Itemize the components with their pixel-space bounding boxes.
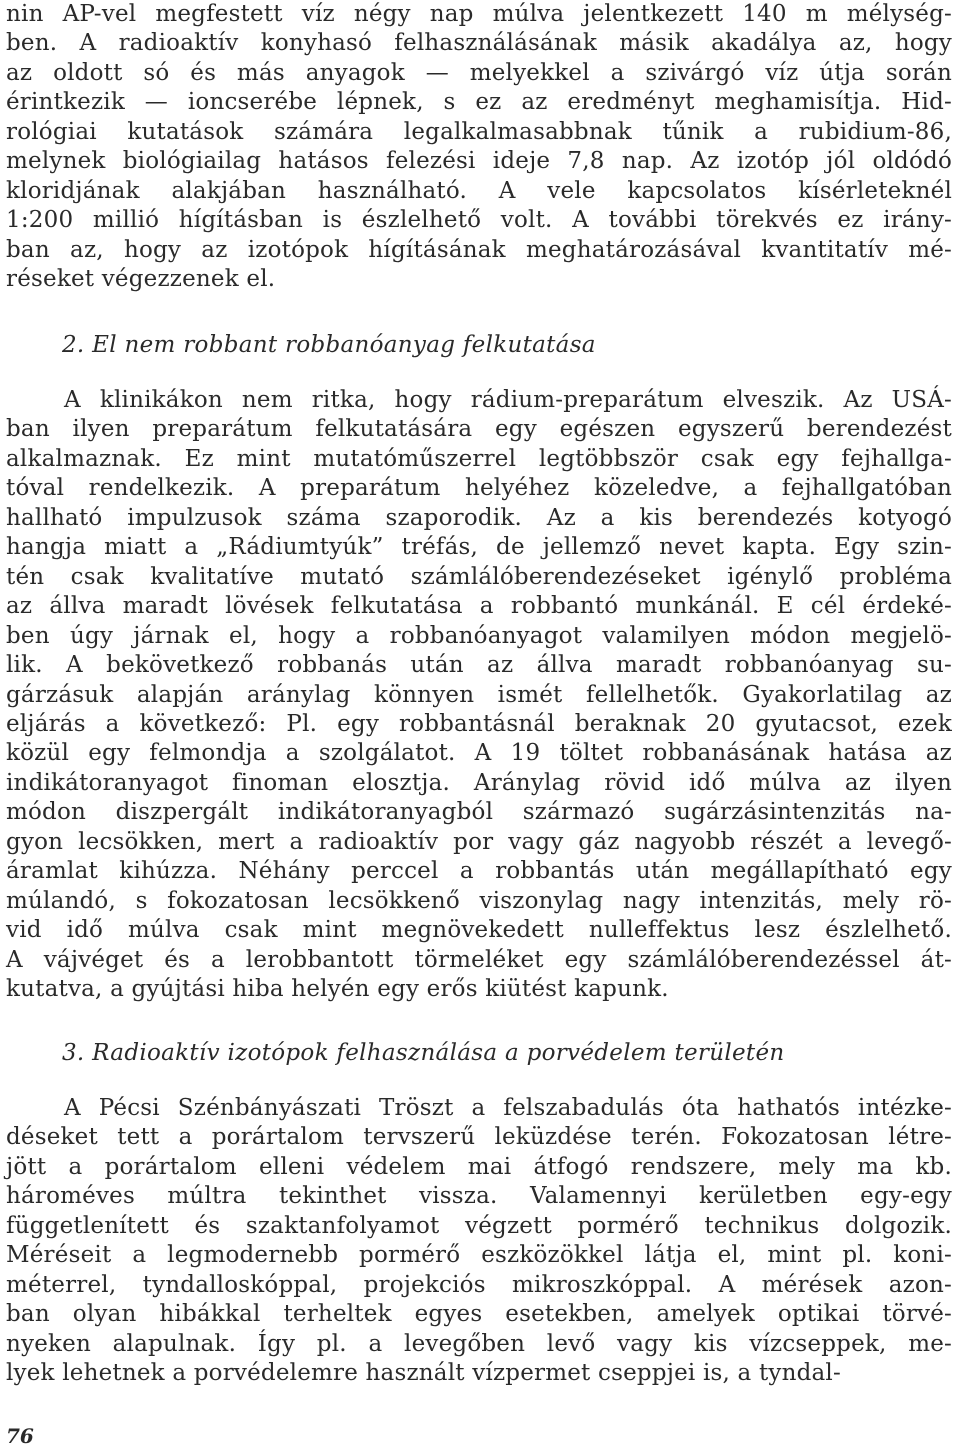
text-line: A Pécsi Szénbányászati Tröszt a felszabadulás óta hathatós intézke- [64, 1095, 952, 1121]
text-line: ban ilyen preparátum felkutatására egy egészen egyszerű berendezést [6, 416, 952, 443]
text-line: melynek biológiailag hatásos felezési ideje 7,8 nap. Az izotóp jól oldódó [6, 148, 952, 175]
text-line: lyek lehetnek a porvédelemre használt vízpermet cseppjei is, a tyndal- [6, 1360, 841, 1387]
text-line: tóval rendelkezik. A preparátum helyéhez közeledve, a fejhallgatóban [6, 475, 952, 502]
text-line: eljárás a következő: Pl. egy robbantásnál beraknak 20 gyutacsot, ezek [6, 710, 952, 737]
text-line: függetlenített és szaktanfolyamot végzett pormérő technikus dolgozik. [6, 1212, 952, 1239]
paragraph-unexploded-explosive [6, 386, 952, 1005]
text-line: közül egy felmondja a szolgálatot. A 19 töltet robbanásának hatása az [6, 740, 952, 767]
text-line: kloridjának alakjában használható. A vele kapcsolatos kísérleteknél [6, 177, 952, 204]
text-line: déseket tett a porártalom tervszerű leküzdése terén. Fokozatosan létre- [6, 1124, 952, 1151]
text-line: hallható impulzusok száma szaporodik. Az a kis berendezés kotyogó [6, 504, 952, 531]
text-line: hangja miatt a „Rádiumtyúk” tréfás, de jellemző nevet kapta. Egy szin- [6, 534, 952, 561]
text-line: A klinikákon nem ritka, hogy rádium-preparátum elveszik. Az USÁ- [64, 387, 952, 413]
text-line: nin AP-vel megfestett víz négy nap múlva jelentkezett 140 m mélység- [6, 1, 952, 27]
text-line: áramlat kihúzza. Néhány perccel a robbantás után megállapítható egy [6, 858, 952, 885]
paragraph-dust-protection [6, 1094, 952, 1389]
text-line: ben. A radioaktív konyhasó felhasználásának másik akadálya az, hogy [6, 30, 952, 57]
text-line: módon diszpergált indikátoranyagból származó sugárzásintenzitás na- [6, 799, 952, 826]
text-line: gárzásuk alapján aránylag könnyen ismét fellelhetők. Gyakorlatilag az [6, 681, 952, 708]
text-line: az állva maradt lövések felkutatása a robbantó munkánál. E cél érdeké- [6, 593, 952, 620]
text-line: 1:200 millió hígításban is észlelhető volt. A további törekvés ez irány- [6, 207, 952, 234]
text-line: Méréseit a legmodernebb pormérő eszközökkel látja el, mint pl. koni- [6, 1242, 952, 1269]
text-line: az oldott só és más anyagok — melyekkel a szivárgó víz útja során [6, 59, 952, 86]
text-line: gyon lecsökken, mert a radioaktív por vagy gáz nagyobb részét a levegő- [6, 828, 952, 855]
text-line: érintkezik — ioncserébe lépnek, s ez az eredményt meghamisítja. Hid- [6, 89, 952, 116]
paragraph-radioactive-salt [6, 0, 952, 295]
section-heading-3: 3. Radioaktív izotópok felhasználása a porvédelem területén [62, 1040, 785, 1066]
page-number: 76 [6, 1424, 34, 1448]
text-line: rológiai kutatások számára legalkalmasabbnak tűnik a rubidium-86, [6, 118, 952, 145]
text-line: ban az, hogy az izotópok hígításának meghatározásával kvantitatív mé- [6, 236, 952, 263]
text-line: tén csak kvalitatíve mutató számlálóberendezéseket igénylő probléma [6, 563, 952, 590]
text-line: indikátoranyagot finoman elosztja. Aránylag rövid idő múlva az ilyen [6, 769, 952, 796]
text-line: múlandó, s fokozatosan lecsökkenő viszonylag nagy intenzitás, mely rö- [6, 887, 952, 914]
text-line: réseket végezzenek el. [6, 266, 276, 293]
text-line: hároméves múltra tekinthet vissza. Valamennyi kerületben egy-egy [6, 1183, 952, 1210]
text-line: A vájvéget és a lerobbantott törmeléket egy számlálóberendezéssel át- [6, 946, 952, 973]
text-line: kutatva, a gyújtási hiba helyén egy erős kiütést kapunk. [6, 976, 669, 1003]
text-line: vid idő múlva csak mint megnövekedett nulleffektus lesz észlelhető. [6, 917, 952, 944]
text-line: lik. A bekövetkező robbanás után az állva maradt robbanóanyag su- [6, 652, 952, 679]
section-heading-2: 2. El nem robbant robbanóanyag felkutatása [62, 332, 596, 358]
text-line: jött a porártalom elleni védelem mai átfogó rendszere, mely ma kb. [6, 1153, 952, 1180]
text-line: nyeken alapulnak. Így pl. a levegőben levő vagy kis vízcseppek, me- [6, 1330, 952, 1357]
text-line: ban olyan hibákkal terheltek egyes esetekben, amelyek optikai törvé- [6, 1301, 952, 1328]
text-line: alkalmaznak. Ez mint mutatóműszerrel legtöbbször csak egy fejhallga- [6, 445, 952, 472]
text-line: ben úgy járnak el, hogy a robbanóanyagot valamilyen módon megjelö- [6, 622, 952, 649]
text-line: méterrel, tyndalloskóppal, projekciós mikroszkóppal. A mérések azon- [6, 1271, 952, 1298]
